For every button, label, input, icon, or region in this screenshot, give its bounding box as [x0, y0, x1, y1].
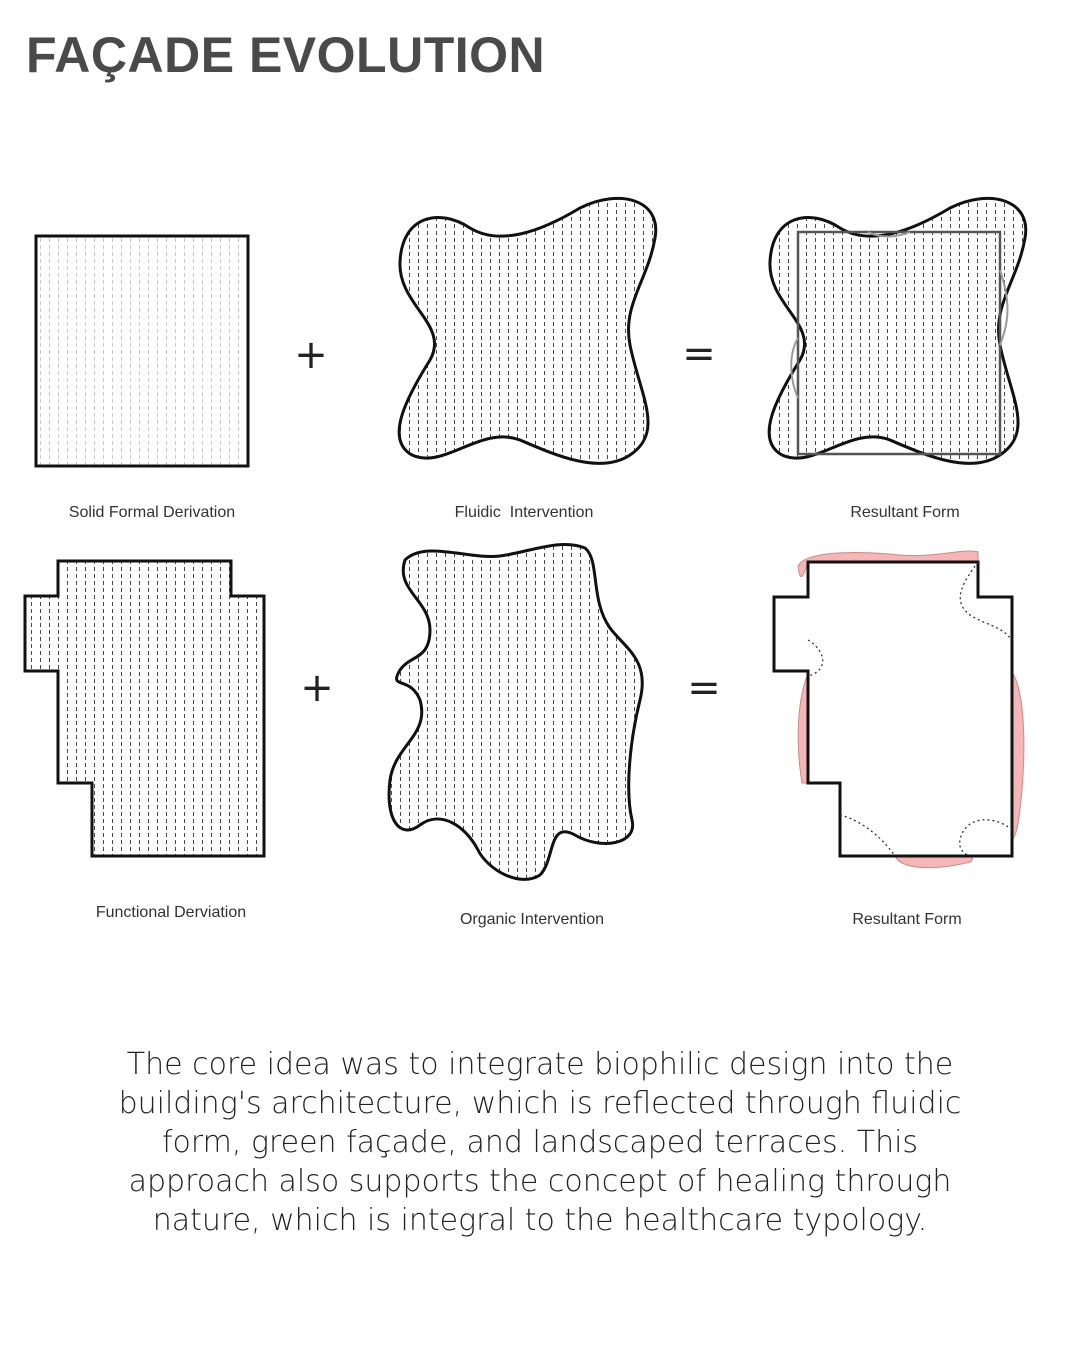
resultant-form-shape-row1	[769, 198, 1026, 463]
caption-resultant-form-row2: Resultant Form	[852, 911, 962, 928]
resultant-form-shape-row2	[774, 551, 1024, 868]
page-title: FAÇADE EVOLUTION	[26, 27, 546, 83]
caption-resultant-form-row1: Resultant Form	[850, 504, 960, 521]
equals-operator-row1: =	[682, 331, 716, 377]
plus-operator-row1: +	[294, 332, 328, 378]
description-paragraph: The core idea was to integrate biophilic design into the building's architecture, which is reflected through fluidic form, green façade, and landscaped terraces. This approach also supports the concept of healing through nature, which is integral to the healthcare typology.	[118, 1047, 962, 1238]
highlight-top-edge	[798, 551, 978, 577]
caption-functional-derivation: Functional Derviation	[95, 904, 247, 921]
fluidic-intervention-shape	[399, 198, 656, 463]
functional-derivation-shape	[25, 561, 264, 856]
equals-operator-row2: =	[687, 665, 721, 711]
caption-solid-formal-derivation: Solid Formal Derivation	[68, 504, 236, 521]
caption-organic-intervention: Organic Intervention	[459, 911, 605, 928]
organic-intervention-shape	[389, 544, 642, 879]
solid-formal-derivation-shape	[36, 236, 248, 466]
plus-operator-row2: +	[300, 665, 334, 711]
caption-fluidic-intervention: Fluidic Intervention	[454, 504, 594, 521]
highlight-bottom-edge	[895, 856, 972, 868]
highlight-right-edge	[1012, 672, 1024, 840]
